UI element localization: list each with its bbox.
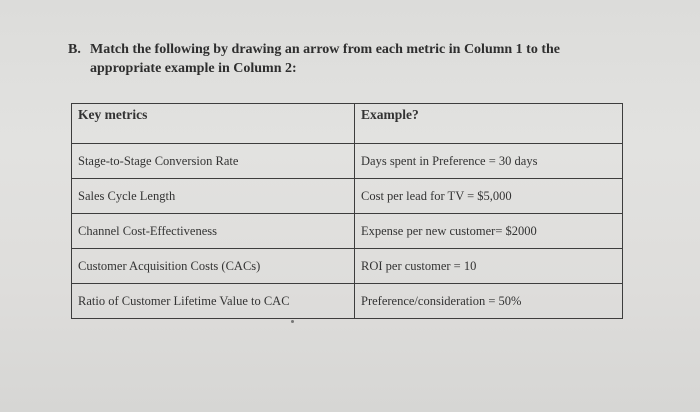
question-line-1-text: Match the following by drawing an arrow from each metric in Column 1 to the [90, 42, 560, 57]
question-line-1 [68, 40, 668, 59]
table-row [72, 144, 623, 179]
question-number: B. [68, 42, 81, 57]
metric-cell: Channel Cost-Effectiveness [72, 214, 355, 249]
question-line-2: appropriate example in Column 2: [90, 61, 297, 76]
metric-cell: Ratio of Customer Lifetime Value to CAC [72, 284, 355, 319]
matching-table [71, 103, 623, 319]
table-row [72, 214, 623, 249]
example-cell: Days spent in Preference = 30 days [355, 144, 623, 179]
example-cell: Preference/consideration = 50% [355, 284, 623, 319]
paper-speck [291, 320, 294, 323]
metric-cell: Stage-to-Stage Conversion Rate [72, 144, 355, 179]
example-cell: Cost per lead for TV = $5,000 [355, 179, 623, 214]
table-row [72, 284, 623, 319]
column-header-example: Example? [355, 104, 623, 144]
table-row [72, 179, 623, 214]
example-cell: Expense per new customer= $2000 [355, 214, 623, 249]
example-cell: ROI per customer = 10 [355, 249, 623, 284]
table-row [72, 249, 623, 284]
metric-cell: Sales Cycle Length [72, 179, 355, 214]
question-text [68, 40, 668, 78]
column-header-key-metrics: Key metrics [72, 104, 355, 144]
metric-cell: Customer Acquisition Costs (CACs) [72, 249, 355, 284]
table-header-row [72, 104, 623, 144]
